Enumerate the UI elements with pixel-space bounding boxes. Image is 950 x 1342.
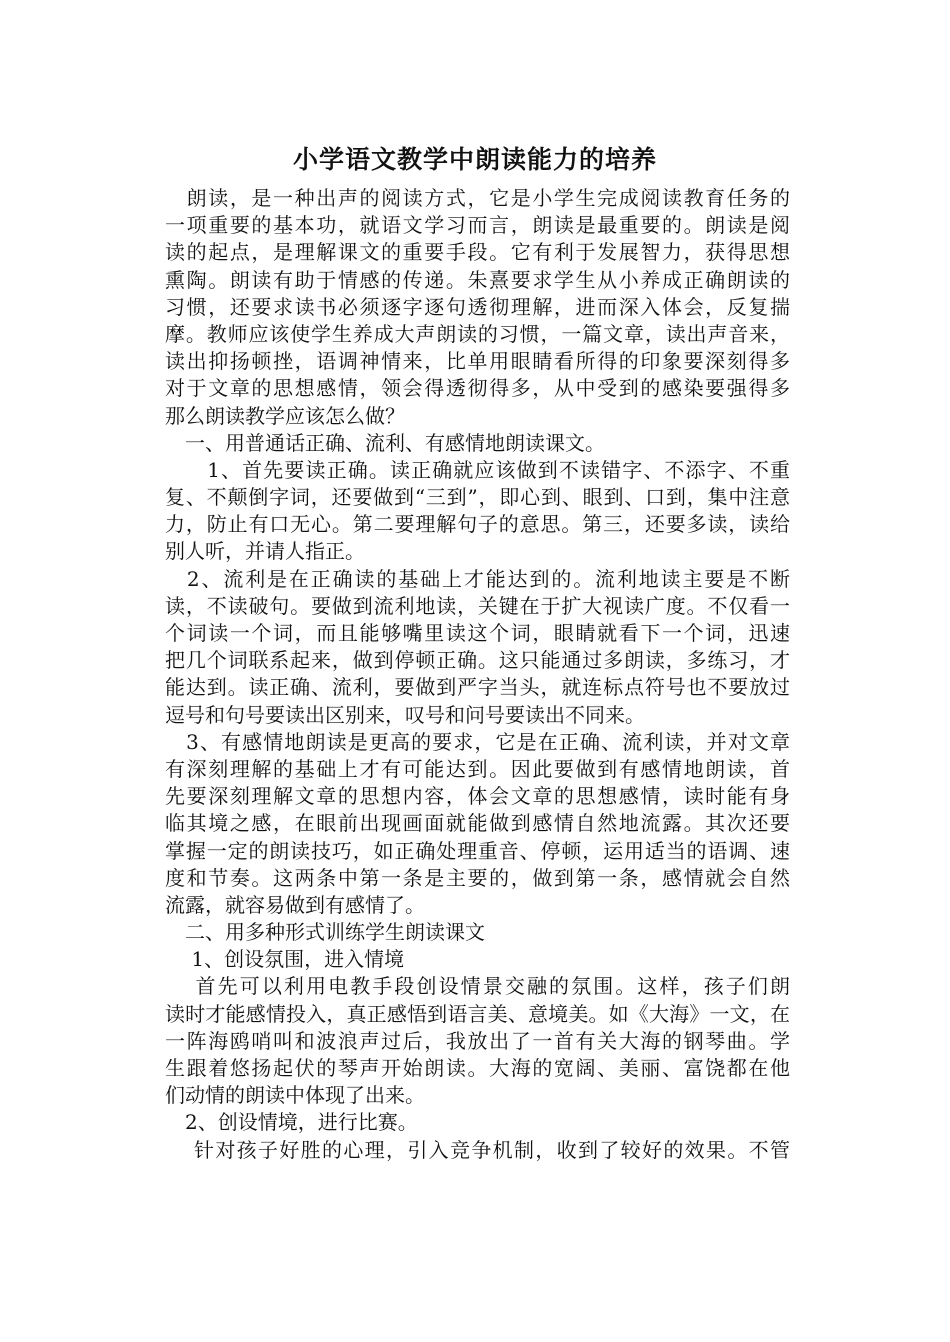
text-line: 读出抑扬顿挫，语调神情来，比单用眼睛看所得的印象要深刻得多	[165, 349, 790, 374]
text-line: 把几个词联系起来，做到停顿正确。这只能通过多朗读，多练习，才	[165, 648, 790, 673]
text-line: 1、创设氛围，进入情境	[165, 947, 405, 972]
text-line: 读的起点，是理解课文的重要手段。它有利于发展智力，获得思想	[165, 240, 790, 265]
text-line: 掌握一定的朗读技巧，如正确处理重音、停顿，运用适当的语调、速	[165, 838, 790, 863]
text-line: 们动情的朗读中体现了出来。	[165, 1083, 425, 1108]
text-line: 二、用多种形式训练学生朗读课文	[165, 920, 485, 945]
text-line: 临其境之感，在眼前出现画面就能做到感情自然地流露。其次还要	[165, 811, 790, 836]
text-line: 读，不读破句。要做到流利地读，关键在于扩大视读广度。不仅看一	[165, 593, 790, 618]
text-line: 朗读，是一种出声的阅读方式，它是小学生完成阅读教育任务的	[165, 186, 790, 210]
document-title: 小学语文教学中朗读能力的培养	[292, 145, 657, 174]
document-body	[165, 185, 790, 1164]
text-line: 度和节奏。这两条中第一条是主要的，做到第一条，感情就会自然	[165, 865, 790, 890]
text-line: 一阵海鸥哨叫和波浪声过后，我放出了一首有关大海的钢琴曲。学	[165, 1028, 790, 1053]
text-line: 首先可以利用电教手段创设情景交融的氛围。这样，孩子们朗	[165, 974, 790, 999]
text-line: 一、用普通话正确、流利、有感情地朗读课文。	[165, 430, 605, 455]
text-line: 别人听，并请人指正。	[165, 539, 365, 564]
text-line: 力，防止有口无心。第二要理解句子的意思。第三，还要多读，读给	[165, 512, 790, 537]
text-line: 针对孩子好胜的心理，引入竞争机制，收到了较好的效果。不管	[165, 1137, 790, 1162]
text-line: 3、有感情地朗读是更高的要求，它是在正确、流利读，并对文章	[165, 729, 790, 754]
text-line: 对于文章的思想感情，领会得透彻得多，从中受到的感染要强得多	[165, 376, 790, 401]
text-line: 能达到。读正确、流利，要做到严字当头，就连标点符号也不要放过	[165, 675, 790, 700]
text-line: 读时才能感情投入，真正感悟到语言美、意境美。如《大海》一文，在	[165, 1001, 790, 1026]
text-line: 逗号和句号要读出区别来，叹号和问号要读出不同来。	[165, 702, 645, 727]
text-line: 那么朗读教学应该怎么做？	[165, 403, 405, 428]
text-line: 2、流利是在正确读的基础上才能达到的。流利地读主要是不断	[165, 566, 790, 591]
text-line: 1、首先要读正确。读正确就应该做到不读错字、不添字、不重	[165, 457, 790, 482]
text-line: 一项重要的基本功，就语文学习而言，朗读是最重要的。朗读是阅	[165, 213, 790, 238]
text-line: 摩。教师应该使学生养成大声朗读的习惯，一篇文章，读出声音来，	[165, 321, 790, 346]
text-line: 有深刻理解的基础上才有可能达到。因此要做到有感情地朗读，首	[165, 756, 790, 781]
text-line: 2、创设情境，进行比赛。	[165, 1110, 418, 1135]
text-line: 个词读一个词，而且能够嘴里读这个词，眼睛就看下一个词，迅速	[165, 621, 790, 645]
text-line: 习惯，还要求读书必须逐字逐句透彻理解，进而深入体会，反复揣	[165, 294, 790, 319]
text-line: 复、不颠倒字词，还要做到“三到”，即心到、眼到、口到，集中注意	[165, 485, 790, 510]
text-line: 先要深刻理解文章的思想内容，体会文章的思想感情，读时能有身	[165, 784, 790, 809]
text-line: 生跟着悠扬起伏的琴声开始朗读。大海的宽阔、美丽、富饶都在他	[165, 1056, 790, 1080]
text-line: 流露，就容易做到有感情了。	[165, 892, 425, 917]
text-line: 熏陶。朗读有助于情感的传递。朱熹要求学生从小养成正确朗读的	[165, 267, 790, 292]
